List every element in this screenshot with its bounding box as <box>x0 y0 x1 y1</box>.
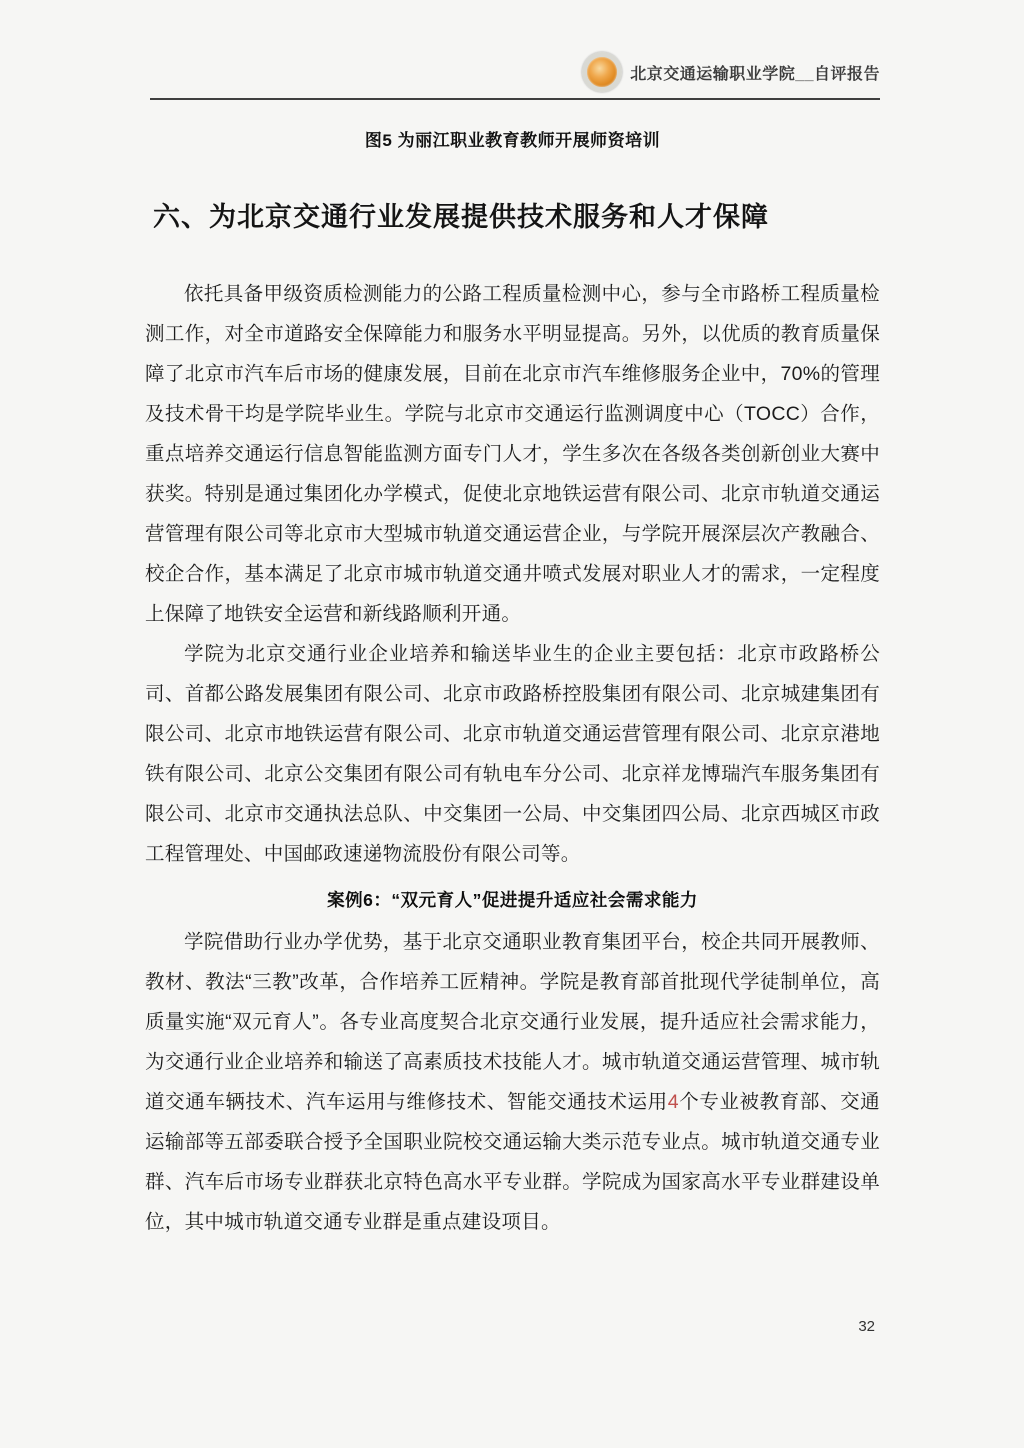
case-heading: 案例6：“双元育人”促进提升适应社会需求能力 <box>327 890 698 910</box>
header-divider <box>150 98 880 100</box>
section-heading: 六、为北京交通行业发展提供技术服务和人才保障 <box>153 202 769 232</box>
section-body <box>145 274 880 1242</box>
paragraph-3-part2: 个专业被教育部、交通运输部等五部委联合授予全国职业院校交通运输大类示范专业点。城市轨道交通专业群、汽车后市场专业群获北京特色高水平专业群。学院成为国家高水平专业群建设单位，其中城市轨道交通专业群是重点建设项目。 <box>145 1091 880 1233</box>
highlight-number: 4 <box>667 1091 679 1113</box>
college-logo-icon <box>582 52 622 92</box>
paragraph-3-part1: 学院借助行业办学优势，基于北京交通职业教育集团平台，校企共同开展教师、教材、教法“三教”改革，合作培养工匠精神。学院是教育部首批现代学徒制单位，高质量实施“双元育人”。各专业高度契合北京交通行业发展，提升适应社会需求能力，为交通行业企业培养和输送了高素质技术技能人才。城市轨道交通运营管理、城市轨道交通车辆技术、汽车运用与维修技术、智能交通技术运用 <box>145 931 880 1113</box>
paragraph-2: 学院为北京交通行业企业培养和输送毕业生的企业主要包括：北京市政路桥公司、首都公路发展集团有限公司、北京市政路桥控股集团有限公司、北京城建集团有限公司、北京市地铁运营有限公司、北京市轨道交通运营管理有限公司、北京京港地铁有限公司、北京公交集团有限公司有轨电车分公司、北京祥龙博瑞汽车服务集团有限公司、北京市交通执法总队、中交集团一公局、中交集团四公局、北京西城区市政工程管理处、中国邮政速递物流股份有限公司等。 <box>145 643 880 865</box>
paragraph-3 <box>145 922 880 1242</box>
header-title: 北京交通运输职业学院__自评报告 <box>630 65 880 83</box>
paragraph-1: 依托具备甲级资质检测能力的公路工程质量检测中心，参与全市路桥工程质量检测工作，对全市道路安全保障能力和服务水平明显提高。另外，以优质的教育质量保障了北京市汽车后市场的健康发展，目前在北京市汽车维修服务企业中，70%的管理及技术骨干均是学院毕业生。学院与北京市交通运行监测调度中心（TOCC）合作，重点培养交通运行信息智能监测方面专门人才，学生多次在各级各类创新创业大赛中获奖。特别是通过集团化办学模式，促使北京地铁运营有限公司、北京市轨道交通运营管理有限公司等北京市大型城市轨道交通运营企业，与学院开展深层次产教融合、校企合作，基本满足了北京市城市轨道交通井喷式发展对职业人才的需求，一定程度上保障了地铁安全运营和新线路顺利开通。 <box>145 283 880 625</box>
page-header <box>145 0 880 98</box>
figure-caption: 图5 为丽江职业教育教师开展师资培训 <box>364 131 661 150</box>
page-number: 32 <box>858 1318 875 1335</box>
report-page <box>145 0 880 1448</box>
